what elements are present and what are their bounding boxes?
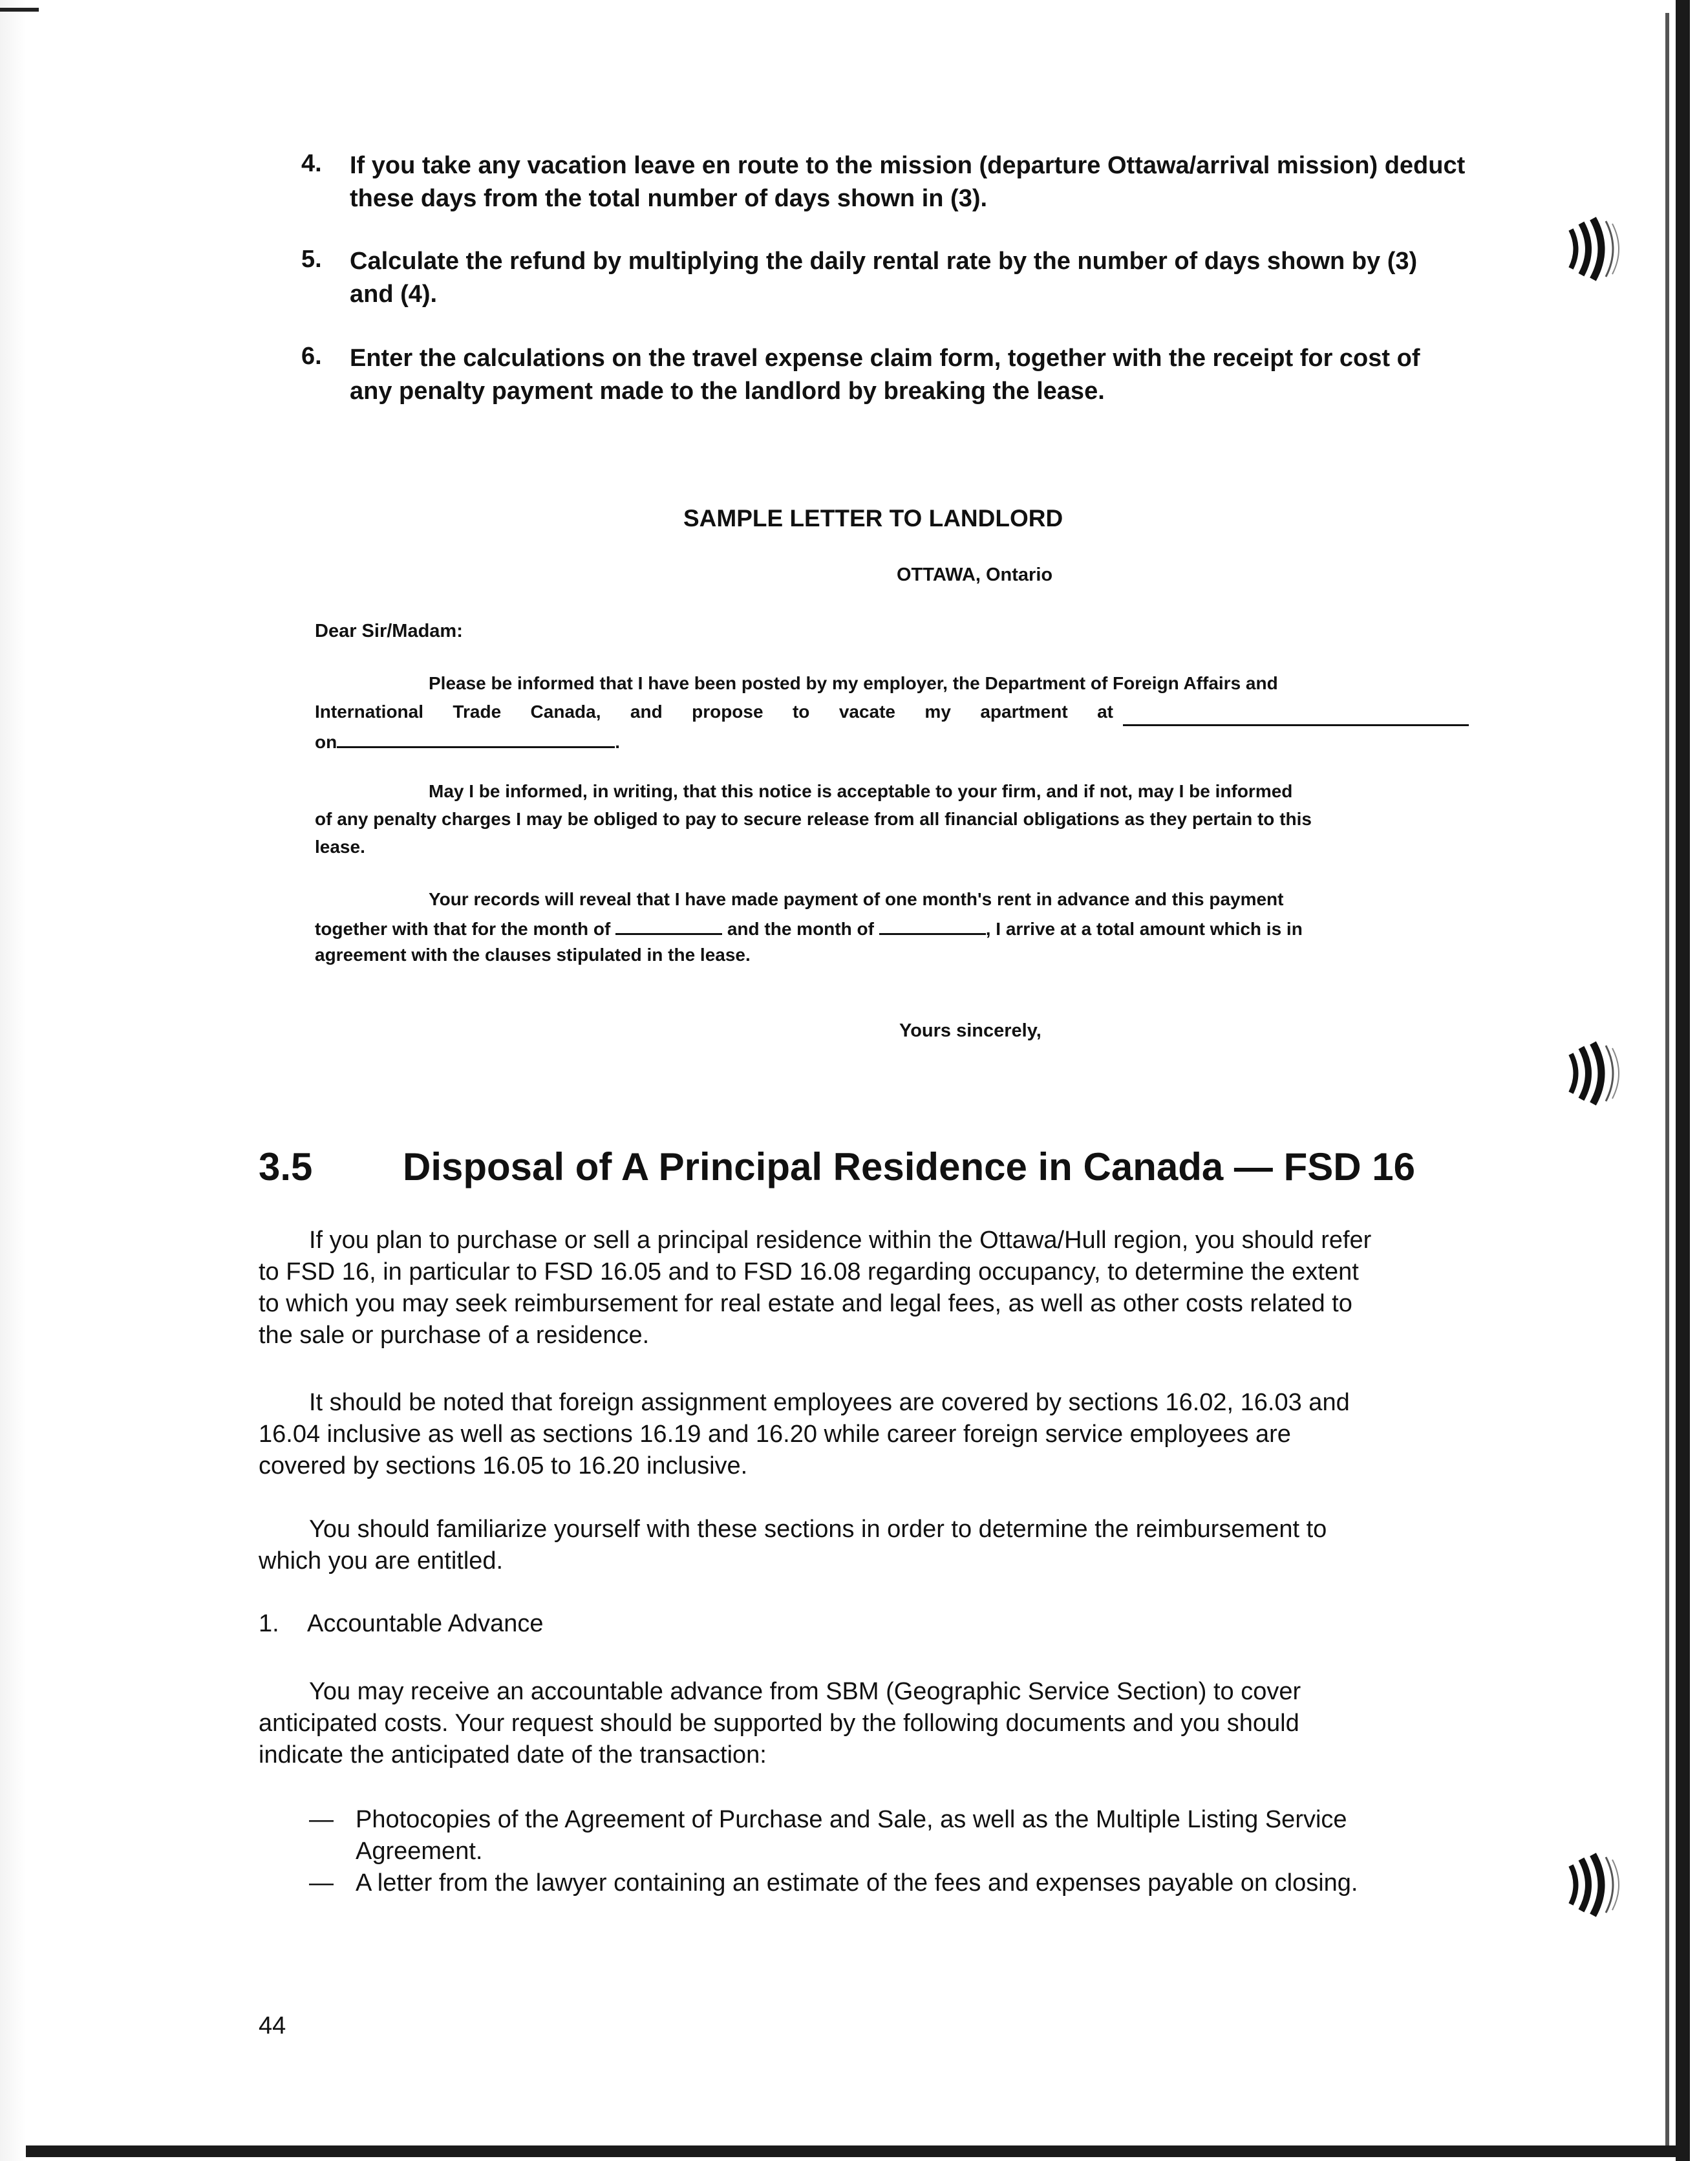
- paragraph-line: If you plan to purchase or sell a principal residence within the Ottawa/Hull region, you should refer: [309, 1227, 1372, 1254]
- paragraph-line: You may receive an accountable advance from SBM (Geographic Service Section) to cover: [309, 1678, 1301, 1705]
- letter-line: lease.: [315, 837, 365, 857]
- paragraph-line: 16.04 inclusive as well as sections 16.19 and 16.20 while career foreign service employees are: [259, 1421, 1291, 1448]
- list-text: any penalty payment made to the landlord by breaking the lease.: [350, 378, 1105, 405]
- month-blank[interactable]: [879, 914, 986, 935]
- page-edge-right: [1676, 0, 1690, 2161]
- list-text: Calculate the refund by multiplying the daily rental rate by the number of days shown by (3): [350, 248, 1418, 275]
- letter-title: SAMPLE LETTER TO LANDLORD: [683, 505, 1063, 532]
- letter-line: International Trade Canada, and propose to vacate my apartment at: [315, 702, 1113, 722]
- paragraph-line: to FSD 16, in particular to FSD 16.05 and to FSD 16.08 regarding occupancy, to determine the extent: [259, 1258, 1359, 1285]
- list-number: 5.: [301, 246, 322, 273]
- letter-line: [315, 914, 1303, 943]
- list-text: and (4).: [350, 281, 438, 308]
- letter-words: and the month of: [727, 919, 874, 939]
- section-title: Disposal of A Principal Residence in Canada — FSD 16: [403, 1145, 1415, 1188]
- address-blank[interactable]: [1123, 705, 1469, 726]
- bullet-dash: —: [309, 1806, 334, 1833]
- letter-words: together with that for the month of: [315, 919, 611, 939]
- paragraph-line: anticipated costs. Your request should be supported by the following documents and you should: [259, 1710, 1299, 1737]
- letter-words: , I arrive at a total amount which is in: [985, 919, 1303, 939]
- month-blank[interactable]: [615, 914, 722, 935]
- letter-salutation: Dear Sir/Madam:: [315, 621, 463, 641]
- letter-line: May I be informed, in writing, that this notice is acceptable to your firm, and if not, may I be informed: [429, 781, 1293, 801]
- bullet-dash: —: [309, 1869, 334, 1897]
- letter-line: Please be informed that I have been posted by my employer, the Department of Foreign Affairs and: [429, 673, 1278, 693]
- list-text: If you take any vacation leave en route to the mission (departure Ottawa/arrival mission) deduct: [350, 152, 1466, 179]
- letter-line: Your records will reveal that I have made payment of one month's rent in advance and this payment: [429, 889, 1284, 909]
- paragraph-line: You should familiarize yourself with these sections in order to determine the reimbursement to: [309, 1516, 1327, 1543]
- letter-line: of any penalty charges I may be obliged to pay to secure release from all financial obligations as they pertain to this: [315, 809, 1312, 829]
- paragraph-line: covered by sections 16.05 to 16.20 inclusive.: [259, 1452, 748, 1479]
- bullet-text: Photocopies of the Agreement of Purchase and Sale, as well as the Multiple Listing Service: [356, 1806, 1347, 1833]
- bullet-text: A letter from the lawyer containing an estimate of the fees and expenses payable on closing.: [356, 1869, 1358, 1897]
- letter-word: on: [315, 732, 337, 752]
- letter-place: OTTAWA, Ontario: [897, 564, 1053, 585]
- paragraph-line: the sale or purchase of a residence.: [259, 1322, 650, 1349]
- paragraph-line: to which you may seek reimbursement for real estate and legal fees, as well as other costs related to: [259, 1290, 1352, 1317]
- page-edge-right-inner: [1665, 13, 1669, 2147]
- sound-wave-icon: [1564, 213, 1629, 285]
- subheading-title: Accountable Advance: [307, 1610, 544, 1637]
- letter-closing: Yours sincerely,: [899, 1020, 1041, 1041]
- paragraph-line: It should be noted that foreign assignment employees are covered by sections 16.02, 16.03 and: [309, 1389, 1350, 1416]
- bullet-text: Agreement.: [356, 1838, 483, 1865]
- page-number: 44: [259, 2012, 286, 2039]
- sound-wave-icon: [1564, 1849, 1629, 1920]
- list-number: 6.: [301, 343, 322, 370]
- scan-mark: [0, 8, 39, 12]
- date-blank[interactable]: [337, 727, 615, 748]
- list-text: these days from the total number of days shown in (3).: [350, 185, 988, 212]
- section-number: 3.5: [259, 1145, 313, 1188]
- scan-shadow: [0, 0, 26, 2161]
- paragraph-line: which you are entitled.: [259, 1547, 504, 1575]
- sound-wave-icon: [1564, 1038, 1629, 1109]
- letter-punct: .: [615, 732, 620, 752]
- letter-line: agreement with the clauses stipulated in the lease.: [315, 945, 751, 965]
- paragraph-line: indicate the anticipated date of the transaction:: [259, 1741, 767, 1769]
- page-edge-bottom: [26, 2145, 1690, 2157]
- list-number: 4.: [301, 150, 322, 177]
- list-text: Enter the calculations on the travel expense claim form, together with the receipt for cost of: [350, 345, 1420, 372]
- letter-line: [315, 727, 620, 756]
- subheading-number: 1.: [259, 1610, 279, 1637]
